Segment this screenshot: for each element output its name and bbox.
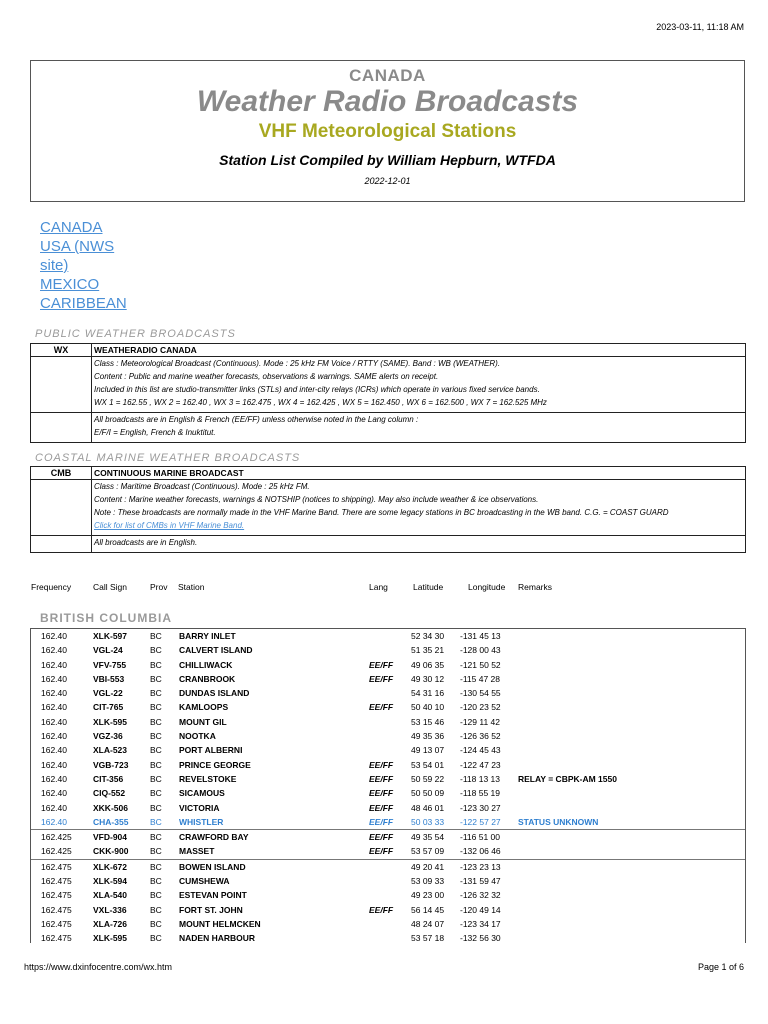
station-lon: -123 30 27 bbox=[460, 802, 501, 813]
list-date: 2022-12-01 bbox=[364, 176, 411, 186]
region-link-canada[interactable]: CANADA bbox=[40, 219, 103, 236]
station-call: CIT-765 bbox=[93, 702, 124, 713]
col-remarks: Remarks bbox=[518, 582, 553, 592]
station-lat: 50 50 09 bbox=[411, 788, 445, 799]
station-lon: -122 57 27 bbox=[460, 816, 501, 827]
station-station: CRAWFORD BAY bbox=[179, 832, 249, 843]
station-lat: 53 54 01 bbox=[411, 759, 445, 770]
station-lon: -120 23 52 bbox=[460, 702, 501, 713]
station-lat: 49 06 35 bbox=[411, 659, 445, 670]
station-lon: -122 47 23 bbox=[460, 759, 501, 770]
station-lat: 53 15 46 bbox=[411, 716, 445, 727]
station-row bbox=[31, 772, 745, 786]
station-prov: BC bbox=[150, 688, 162, 699]
station-station: ESTEVAN POINT bbox=[179, 890, 247, 901]
wx-lang-note-1: All broadcasts are in English & French (EE/FF) unless otherwise noted in the Lang column : bbox=[94, 415, 419, 424]
station-row bbox=[31, 658, 745, 672]
station-lat: 49 20 41 bbox=[411, 861, 445, 872]
cmb-content-line: Content : Marine weather forecasts, warnings & NOTSHIP (notices to shipping). May also include weather & ice observations. bbox=[94, 495, 539, 504]
station-call: CIQ-552 bbox=[93, 788, 126, 799]
station-station: CALVERT ISLAND bbox=[179, 645, 253, 656]
station-row bbox=[31, 758, 745, 772]
station-station: PORT ALBERNI bbox=[179, 745, 243, 756]
station-freq: 162.425 bbox=[41, 832, 72, 843]
station-prov: BC bbox=[150, 918, 162, 929]
station-prov: BC bbox=[150, 890, 162, 901]
station-row bbox=[31, 700, 745, 714]
station-freq: 162.40 bbox=[41, 745, 67, 756]
station-lon: -126 36 52 bbox=[460, 731, 501, 742]
station-call: XLA-726 bbox=[93, 918, 128, 929]
station-call: XLK-595 bbox=[93, 933, 128, 943]
coastal-broadcasts-heading: COASTAL MARINE WEATHER BROADCASTS bbox=[35, 452, 301, 464]
station-lat: 50 40 10 bbox=[411, 702, 445, 713]
station-freq: 162.475 bbox=[41, 876, 72, 887]
station-station: MOUNT GIL bbox=[179, 716, 227, 727]
station-freq: 162.40 bbox=[41, 631, 67, 641]
station-remarks: STATUS UNKNOWN bbox=[518, 816, 599, 827]
station-lat: 53 09 33 bbox=[411, 876, 445, 887]
station-lon: -129 11 42 bbox=[460, 716, 501, 727]
station-station: VICTORIA bbox=[179, 802, 220, 813]
station-freq: 162.40 bbox=[41, 673, 67, 684]
cmb-code: CMB bbox=[31, 467, 92, 480]
station-prov: BC bbox=[150, 876, 162, 887]
station-lon: -118 13 13 bbox=[460, 773, 501, 784]
station-call: CHA-355 bbox=[93, 816, 129, 827]
page-subtitle: VHF Meteorological Stations bbox=[258, 121, 517, 142]
station-freq: 162.40 bbox=[41, 802, 67, 813]
station-lang: EE/FF bbox=[369, 816, 394, 827]
station-row bbox=[31, 917, 745, 931]
station-call: VFV-755 bbox=[93, 659, 127, 670]
station-freq: 162.40 bbox=[41, 759, 67, 770]
station-call: CKK-900 bbox=[93, 846, 129, 857]
station-prov: BC bbox=[150, 832, 162, 843]
station-row bbox=[31, 888, 745, 902]
compiled-by: Station List Compiled by William Hepburn, WTFDA bbox=[219, 152, 556, 168]
station-call: XKK-506 bbox=[93, 802, 128, 813]
station-call: VFD-904 bbox=[93, 832, 128, 843]
station-station: BARRY INLET bbox=[179, 631, 236, 641]
station-freq: 162.40 bbox=[41, 688, 67, 699]
station-row bbox=[31, 715, 745, 729]
station-station: PRINCE GEORGE bbox=[179, 759, 251, 770]
station-call: VGB-723 bbox=[93, 759, 129, 770]
wx-lang-spacer bbox=[31, 413, 92, 443]
station-prov: BC bbox=[150, 773, 162, 784]
col-frequency: Frequency bbox=[31, 582, 72, 592]
station-lang: EE/FF bbox=[369, 846, 394, 857]
wx-language-note bbox=[92, 413, 746, 443]
cmb-lang-spacer bbox=[31, 536, 92, 553]
station-call: VGL-22 bbox=[93, 688, 123, 699]
station-lang: EE/FF bbox=[369, 904, 394, 915]
station-row bbox=[31, 629, 745, 643]
station-prov: BC bbox=[150, 846, 162, 857]
station-station: NADEN HARBOUR bbox=[179, 933, 256, 943]
station-lang: EE/FF bbox=[369, 673, 394, 684]
wx-service-name: WEATHERADIO CANADA bbox=[92, 344, 746, 357]
station-station: SICAMOUS bbox=[179, 788, 225, 799]
station-lon: -126 32 32 bbox=[460, 890, 501, 901]
region-link-usa[interactable]: USA (NWS site) bbox=[40, 238, 115, 274]
station-row bbox=[31, 729, 745, 743]
station-prov: BC bbox=[150, 659, 162, 670]
col-lang: Lang bbox=[369, 582, 388, 592]
station-lang: EE/FF bbox=[369, 802, 394, 813]
station-row bbox=[31, 829, 745, 844]
station-call: CIT-356 bbox=[93, 773, 124, 784]
station-lon: -131 45 13 bbox=[460, 631, 501, 641]
wx-content-line: Content : Public and marine weather forecasts, observations & warnings. SAME alerts on receipt. bbox=[94, 372, 439, 381]
station-station: NOOTKA bbox=[179, 731, 216, 742]
footer-page-number: Page 1 of 6 bbox=[697, 962, 744, 972]
station-lang: EE/FF bbox=[369, 759, 394, 770]
page-title: Weather Radio Broadcasts bbox=[196, 85, 579, 118]
station-row bbox=[31, 844, 745, 858]
wx-code: WX bbox=[31, 344, 92, 357]
station-station: REVELSTOKE bbox=[179, 773, 237, 784]
wx-included-line: Included in this list are studio-transmitter links (STLs) and inter-city relays (ICRs) which operate in various fixed service bands. bbox=[94, 385, 540, 394]
region-link-mexico[interactable]: MEXICO bbox=[40, 276, 100, 293]
station-freq: 162.40 bbox=[41, 659, 67, 670]
station-station: CRANBROOK bbox=[179, 673, 236, 684]
station-freq: 162.475 bbox=[41, 918, 72, 929]
col-call-sign: Call Sign bbox=[93, 582, 128, 592]
station-freq: 162.425 bbox=[41, 846, 72, 857]
station-lon: -123 23 13 bbox=[460, 861, 501, 872]
station-station: MASSET bbox=[179, 846, 215, 857]
station-lon: -132 06 46 bbox=[460, 846, 501, 857]
station-station: WHISTLER bbox=[179, 816, 224, 827]
cmb-list-link[interactable]: Click for list of CMBs in VHF Marine Band. bbox=[94, 521, 245, 530]
station-lon: -120 49 14 bbox=[460, 904, 501, 915]
station-freq: 162.40 bbox=[41, 773, 67, 784]
station-freq: 162.475 bbox=[41, 861, 72, 872]
station-lang: EE/FF bbox=[369, 832, 394, 843]
station-freq: 162.40 bbox=[41, 816, 67, 827]
station-call: XLA-523 bbox=[93, 745, 128, 756]
wx-description bbox=[92, 357, 746, 413]
station-lon: -130 54 55 bbox=[460, 688, 501, 699]
station-call: VXL-336 bbox=[93, 904, 127, 915]
station-freq: 162.40 bbox=[41, 788, 67, 799]
cmb-description bbox=[92, 480, 746, 536]
station-prov: BC bbox=[150, 631, 162, 641]
station-lat: 49 35 36 bbox=[411, 731, 445, 742]
station-lat: 56 14 45 bbox=[411, 904, 445, 915]
wx-code-spacer bbox=[31, 357, 92, 413]
wx-lang-note-2: E/F/I = English, French & Inuktitut. bbox=[94, 428, 216, 437]
station-lat: 49 35 54 bbox=[411, 832, 445, 843]
station-lat: 48 46 01 bbox=[411, 802, 445, 813]
station-row bbox=[31, 672, 745, 686]
station-row bbox=[31, 859, 745, 874]
station-call: XLK-597 bbox=[93, 631, 128, 641]
station-prov: BC bbox=[150, 802, 162, 813]
station-lon: -132 56 30 bbox=[460, 933, 501, 943]
station-row bbox=[31, 643, 745, 657]
cmb-code-spacer bbox=[31, 480, 92, 536]
header-country: CANADA bbox=[349, 66, 426, 85]
station-freq: 162.475 bbox=[41, 904, 72, 915]
public-broadcast-table bbox=[30, 343, 746, 443]
cmb-language-note bbox=[92, 536, 746, 553]
cmb-lang-note: All broadcasts are in English. bbox=[94, 538, 198, 547]
station-call: VBI-553 bbox=[93, 673, 125, 684]
public-broadcasts-heading: PUBLIC WEATHER BROADCASTS bbox=[35, 328, 236, 340]
station-station: CUMSHEWA bbox=[179, 876, 230, 887]
cmb-class-line: Class : Maritime Broadcast (Continuous). Mode : 25 kHz FM. bbox=[94, 482, 310, 491]
station-lat: 50 59 22 bbox=[411, 773, 445, 784]
province-title: BRITISH COLUMBIA bbox=[40, 611, 172, 625]
station-call: VGL-24 bbox=[93, 645, 123, 656]
station-row bbox=[31, 801, 745, 815]
station-prov: BC bbox=[150, 861, 162, 872]
station-prov: BC bbox=[150, 816, 162, 827]
station-prov: BC bbox=[150, 933, 162, 943]
region-nav bbox=[40, 218, 140, 313]
station-call: VGZ-36 bbox=[93, 731, 123, 742]
station-lang: EE/FF bbox=[369, 702, 394, 713]
station-freq: 162.40 bbox=[41, 716, 67, 727]
cmb-service-name: CONTINUOUS MARINE BROADCAST bbox=[92, 467, 746, 480]
station-lat: 52 34 30 bbox=[411, 631, 445, 641]
station-lat: 50 03 33 bbox=[411, 816, 445, 827]
station-lat: 49 13 07 bbox=[411, 745, 445, 756]
station-lat: 53 57 18 bbox=[411, 933, 445, 943]
station-prov: BC bbox=[150, 702, 162, 713]
station-lat: 49 23 00 bbox=[411, 890, 445, 901]
station-freq: 162.475 bbox=[41, 933, 72, 943]
footer-url: https://www.dxinfocentre.com/wx.htm bbox=[24, 962, 173, 972]
station-lat: 53 57 09 bbox=[411, 846, 445, 857]
station-call: XLK-594 bbox=[93, 876, 128, 887]
station-prov: BC bbox=[150, 745, 162, 756]
station-freq: 162.40 bbox=[41, 702, 67, 713]
station-lon: -121 50 52 bbox=[460, 659, 501, 670]
station-lon: -116 51 00 bbox=[460, 832, 501, 843]
station-lat: 54 31 16 bbox=[411, 688, 445, 699]
page-header bbox=[30, 60, 745, 202]
cmb-note-line: Note : These broadcasts are normally made in the VHF Marine Band. There are some legacy stations in BC broadcasting in the WB band. C.G. = COAST GUARD bbox=[94, 508, 669, 517]
station-station: FORT ST. JOHN bbox=[179, 904, 243, 915]
station-lang: EE/FF bbox=[369, 788, 394, 799]
station-call: XLA-540 bbox=[93, 890, 128, 901]
station-lang: EE/FF bbox=[369, 773, 394, 784]
station-lon: -118 55 19 bbox=[460, 788, 501, 799]
station-prov: BC bbox=[150, 673, 162, 684]
station-prov: BC bbox=[150, 645, 162, 656]
station-station: MOUNT HELMCKEN bbox=[179, 918, 261, 929]
station-lon: -131 59 47 bbox=[460, 876, 501, 887]
station-prov: BC bbox=[150, 731, 162, 742]
station-row bbox=[31, 686, 745, 700]
station-lon: -123 34 17 bbox=[460, 918, 501, 929]
station-row bbox=[31, 815, 745, 829]
station-station: BOWEN ISLAND bbox=[179, 861, 246, 872]
station-row bbox=[31, 786, 745, 800]
station-lon: -115 47 28 bbox=[460, 673, 501, 684]
station-row bbox=[31, 931, 745, 943]
station-station: CHILLIWACK bbox=[179, 659, 233, 670]
station-freq: 162.40 bbox=[41, 731, 67, 742]
station-station: DUNDAS ISLAND bbox=[179, 688, 250, 699]
station-prov: BC bbox=[150, 716, 162, 727]
station-table bbox=[30, 628, 746, 943]
station-remarks: RELAY = CBPK-AM 1550 bbox=[518, 773, 617, 784]
wx-class-line: Class : Meteorological Broadcast (Continuous). Mode : 25 kHz FM Voice / RTTY (SAME). Band : WB (WEATHER). bbox=[94, 359, 501, 368]
station-call: XLK-672 bbox=[93, 861, 128, 872]
print-datetime: 2023-03-11, 11:18 AM bbox=[656, 22, 744, 32]
station-freq: 162.475 bbox=[41, 890, 72, 901]
station-lang: EE/FF bbox=[369, 659, 394, 670]
col-longitude: Longitude bbox=[468, 582, 506, 592]
station-lon: -124 45 43 bbox=[460, 745, 501, 756]
station-station: KAMLOOPS bbox=[179, 702, 229, 713]
station-lon: -128 00 43 bbox=[460, 645, 501, 656]
station-prov: BC bbox=[150, 759, 162, 770]
station-row bbox=[31, 903, 745, 917]
station-lat: 49 30 12 bbox=[411, 673, 445, 684]
station-freq: 162.40 bbox=[41, 645, 67, 656]
station-lat: 51 35 21 bbox=[411, 645, 445, 656]
col-station: Station bbox=[178, 582, 205, 592]
wx-channels-line: WX 1 = 162.55 , WX 2 = 162.40 , WX 3 = 162.475 , WX 4 = 162.425 , WX 5 = 162.450 , WX 6 = 162.500 , WX 7 = 162.525 MHz bbox=[94, 398, 547, 407]
col-latitude: Latitude bbox=[413, 582, 444, 592]
region-link-caribbean[interactable]: CARIBBEAN bbox=[40, 295, 127, 312]
station-call: XLK-595 bbox=[93, 716, 128, 727]
station-row bbox=[31, 874, 745, 888]
station-prov: BC bbox=[150, 788, 162, 799]
station-row bbox=[31, 743, 745, 757]
coastal-broadcast-table bbox=[30, 466, 746, 553]
station-prov: BC bbox=[150, 904, 162, 915]
station-lat: 48 24 07 bbox=[411, 918, 445, 929]
col-prov: Prov bbox=[150, 582, 168, 592]
